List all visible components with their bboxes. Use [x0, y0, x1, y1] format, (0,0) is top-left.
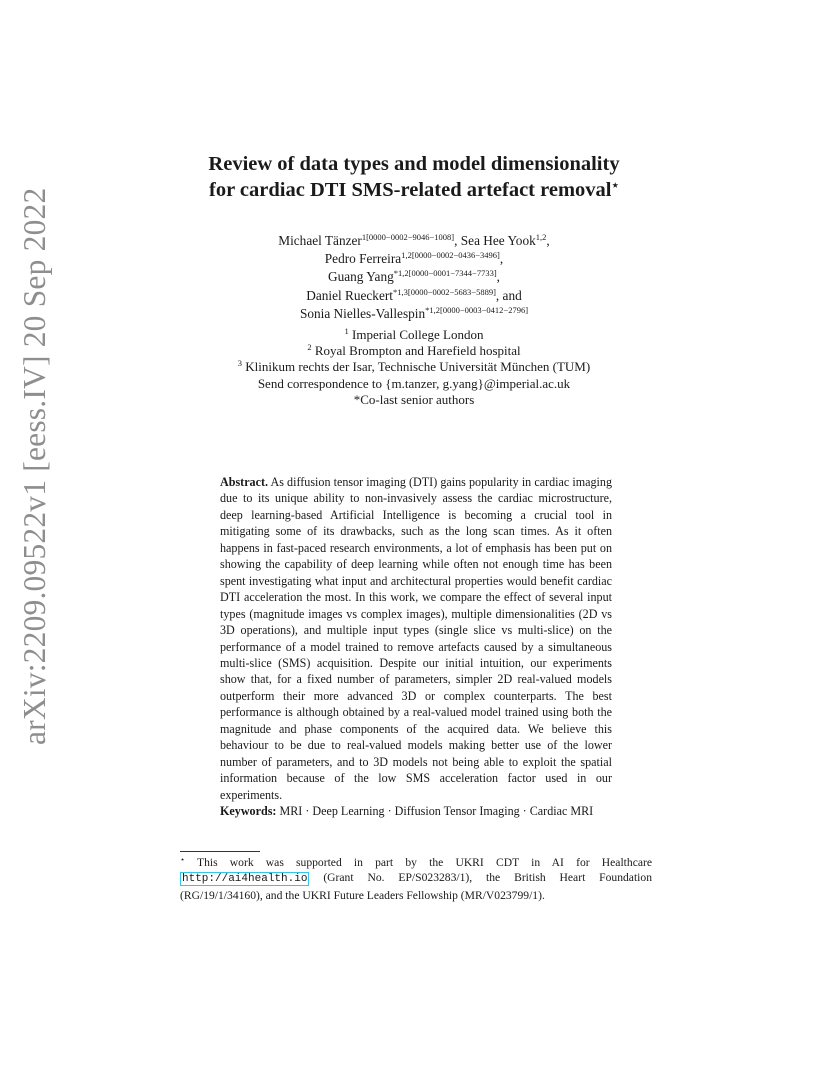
affiliation-item: [0, 343, 828, 359]
author-name: Sonia Nielles-Vallespin: [299, 305, 426, 321]
affiliation-text: Imperial College London: [352, 327, 484, 342]
footnote-mark: ⋆: [180, 855, 186, 864]
footnote-rule: [180, 851, 260, 852]
author-affiliation: *1,2[0000−0001−7344−7733]: [393, 268, 497, 279]
author-separator: , and: [495, 287, 522, 303]
keywords-label: Keywords:: [220, 804, 277, 818]
author-separator: ,: [499, 251, 504, 267]
author-separator: ,: [454, 233, 461, 248]
author-affiliation: 1,2: [535, 232, 547, 242]
author-affiliation: *1,3[0000−0002−5683−5889]: [392, 286, 496, 297]
affiliation-number: 2: [307, 342, 312, 353]
affiliation-item: [0, 327, 828, 343]
author-line: [0, 232, 828, 250]
title-line-2: [0, 177, 828, 203]
affiliation-number: 3: [237, 358, 243, 369]
co-last-note: *Co-last senior authors: [353, 391, 475, 407]
correspondence: Send correspondence to {m.tanzer, g.yang}@imperial.ac.uk: [257, 375, 571, 391]
affiliation-item: [0, 359, 828, 375]
author-name: Guang Yang: [327, 269, 394, 285]
author-line: [0, 287, 828, 305]
author-separator: ,: [496, 269, 500, 285]
author-separator: ,: [546, 233, 550, 248]
paper-title: [0, 151, 828, 203]
keywords: [220, 803, 612, 819]
title-line-2-text: for cardiac DTI SMS-related artefact removal: [209, 179, 612, 201]
author-affiliation: 1[0000−0002−9046−1008]: [361, 232, 455, 242]
author-line: [0, 268, 828, 286]
affiliations: [0, 327, 828, 408]
author-line: [0, 250, 828, 268]
author-name: Pedro Ferreira: [324, 251, 402, 267]
affiliation-number: 1: [344, 326, 349, 336]
footnote-text-2: (Grant No. EP/S023283/1), the British Heart Foundation (RG/19/1/34160), and the UKRI Future Leaders Fellowship (MR/V023799/1).: [180, 871, 652, 902]
author-list: [0, 232, 828, 323]
title-footnote-mark: ⋆: [611, 178, 619, 192]
footnote-link[interactable]: http://ai4health.io: [182, 873, 308, 886]
abstract-text: As diffusion tensor imaging (DTI) gains popularity in cardiac imaging due to its unique ability to non-invasively assess the cardiac microstructure, deep learning-based Artificial Intelligence is becoming a crucial tool in mitigating some of its drawbacks, such as the long scan times. As it often happens in fast-paced research environments, a lot of emphasis has been put on showing the capability of deep learning while often not enough time has been spent investigating what input and architectural properties would benefit cardiac DTI acceleration the most. In this work, we compare the effect of several input types (magnitude images vs complex images), multiple dimensionalities (2D vs 3D operations), and multiple input types (single slice vs multi-slice) on the performance of a model trained to remove artefacts caused by a simultaneous multi-slice (SMS) acquisition. Despite our initial intuition, our experiments show that, for a fixed number of parameters, simpler 2D real-valued models outperform their more advanced 3D or complex counterparts. The best performance is although obtained by a real-valued model trained using both the magnitude and phase components of the acquired data. We believe this behaviour to be due to real-valued models making better use of the lower number of parameters, and to 3D models not being able to exploit the spatial information because of the low SMS acceleration factor used in our experiments.: [220, 475, 612, 802]
affiliation-text: Klinikum rechts der Isar, Technische Universität München (TUM): [245, 359, 591, 375]
affiliation-text: Royal Brompton and Harefield hospital: [314, 343, 521, 359]
author-name: Michael Tänzer: [278, 233, 362, 248]
keywords-text: MRI · Deep Learning · Diffusion Tensor Imaging · Cardiac MRI: [279, 804, 594, 818]
arxiv-identifier: arXiv:2209.09522v1 [eess.IV] 20 Sep 2022: [17, 187, 52, 745]
abstract: [220, 474, 612, 803]
author-affiliation: *1,2[0000−0003−0412−2796]: [425, 304, 529, 315]
footnote-text-1: This work was supported in part by the UKRI CDT in AI for Healthcare: [197, 856, 652, 869]
footnote: [180, 855, 652, 903]
abstract-label: Abstract.: [220, 475, 269, 489]
author-affiliation: 1,2[0000−0002−0436−3496]: [401, 250, 500, 261]
title-line-1: Review of data types and model dimensionality: [208, 153, 620, 175]
author-name: Daniel Rueckert: [306, 287, 393, 303]
author-name: Sea Hee Yook: [460, 233, 536, 248]
author-line: [0, 305, 828, 323]
